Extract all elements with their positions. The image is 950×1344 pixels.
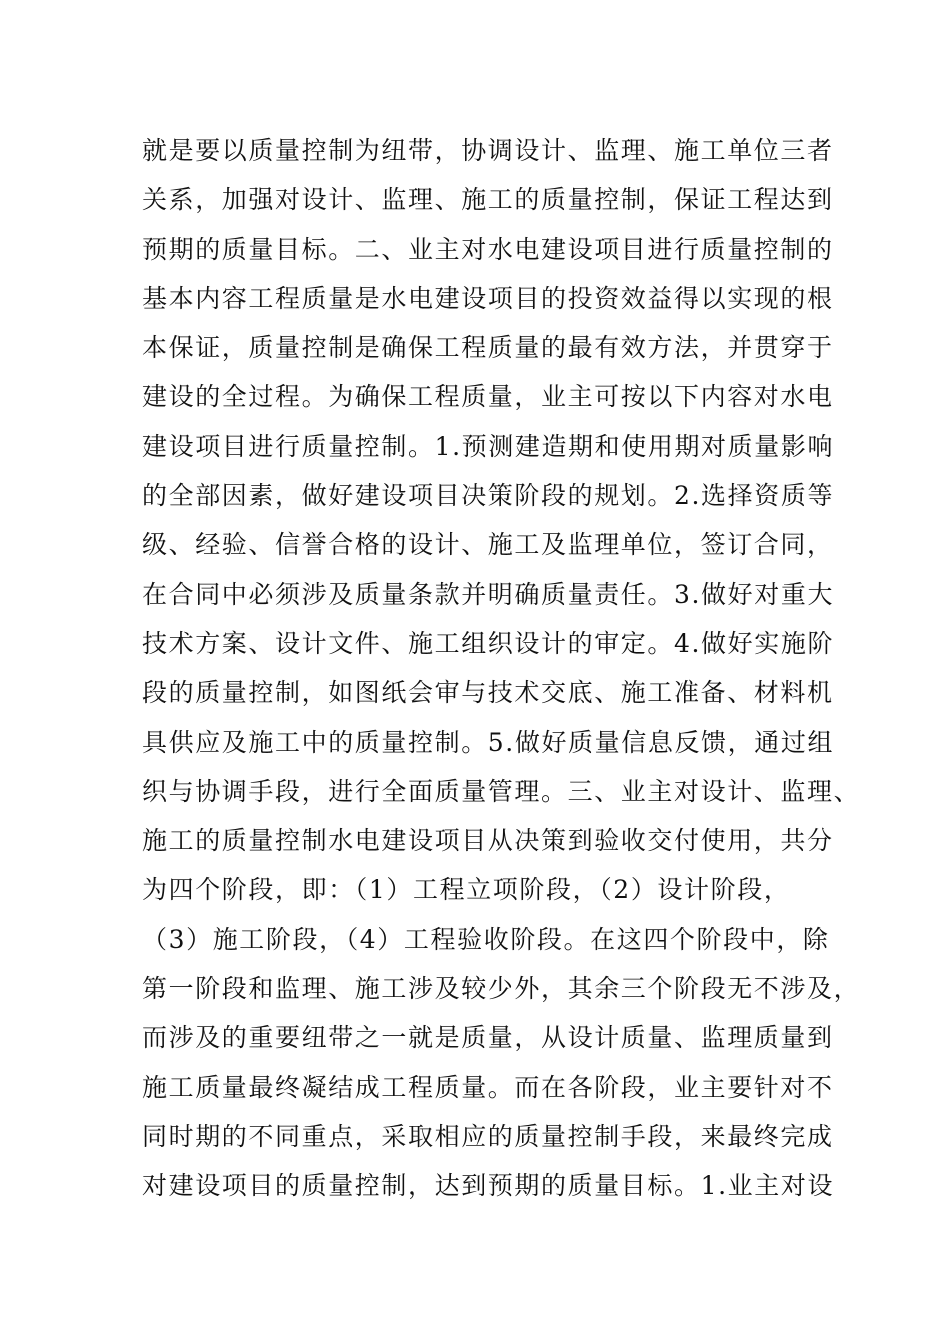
text-line: 织与协调手段，进行全面质量管理。三、业主对设计、监理、	[142, 776, 861, 806]
text-line: 建设项目进行质量控制。1.预测建造期和使用期对质量影响	[142, 431, 835, 461]
text-line: 第一阶段和监理、施工涉及较少外，其余三个阶段无不涉及，	[142, 974, 861, 1004]
text-line: 的全部因素，做好建设项目决策阶段的规划。2.选择资质等	[142, 481, 835, 511]
text-line: 施工质量最终凝结成工程质量。而在各阶段，业主要针对不	[142, 1072, 834, 1102]
text-line: 为四个阶段，即：（1）工程立项阶段，（2）设计阶段，	[142, 875, 791, 905]
text-line: 本保证，质量控制是确保工程质量的最有效方法，并贯穿于	[142, 333, 834, 363]
body-text	[142, 126, 861, 1211]
text-line: 具供应及施工中的质量控制。5.做好质量信息反馈，通过组	[142, 727, 835, 757]
text-line: 级、经验、信誉合格的设计、施工及监理单位，签订合同，	[142, 530, 834, 560]
text-line: 关系，加强对设计、监理、施工的质量控制，保证工程达到	[142, 185, 834, 215]
text-line: 就是要以质量控制为纽带，协调设计、监理、施工单位三者	[142, 136, 834, 165]
text-line: 而涉及的重要纽带之一就是质量，从设计质量、监理质量到	[142, 1023, 834, 1053]
text-line: 基本内容工程质量是水电建设项目的投资效益得以实现的根	[142, 283, 834, 313]
text-line: 段的质量控制，如图纸会审与技术交底、施工准备、材料机	[142, 678, 834, 708]
text-line: 同时期的不同重点，采取相应的质量控制手段，来最终完成	[142, 1121, 834, 1151]
text-line: 对建设项目的质量控制，达到预期的质量目标。1.业主对设	[142, 1171, 835, 1201]
text-line: 技术方案、设计文件、施工组织设计的审定。4.做好实施阶	[142, 628, 835, 658]
text-line: 施工的质量控制水电建设项目从决策到验收交付使用，共分	[142, 826, 834, 856]
text-line: （3）施工阶段，（4）工程验收阶段。在这四个阶段中，除	[142, 924, 830, 954]
text-line: 建设的全过程。为确保工程质量，业主可按以下内容对水电	[142, 382, 834, 412]
text-line: 预期的质量目标。二、业主对水电建设项目进行质量控制的	[142, 234, 834, 264]
text-line: 在合同中必须涉及质量条款并明确质量责任。3.做好对重大	[142, 579, 835, 609]
